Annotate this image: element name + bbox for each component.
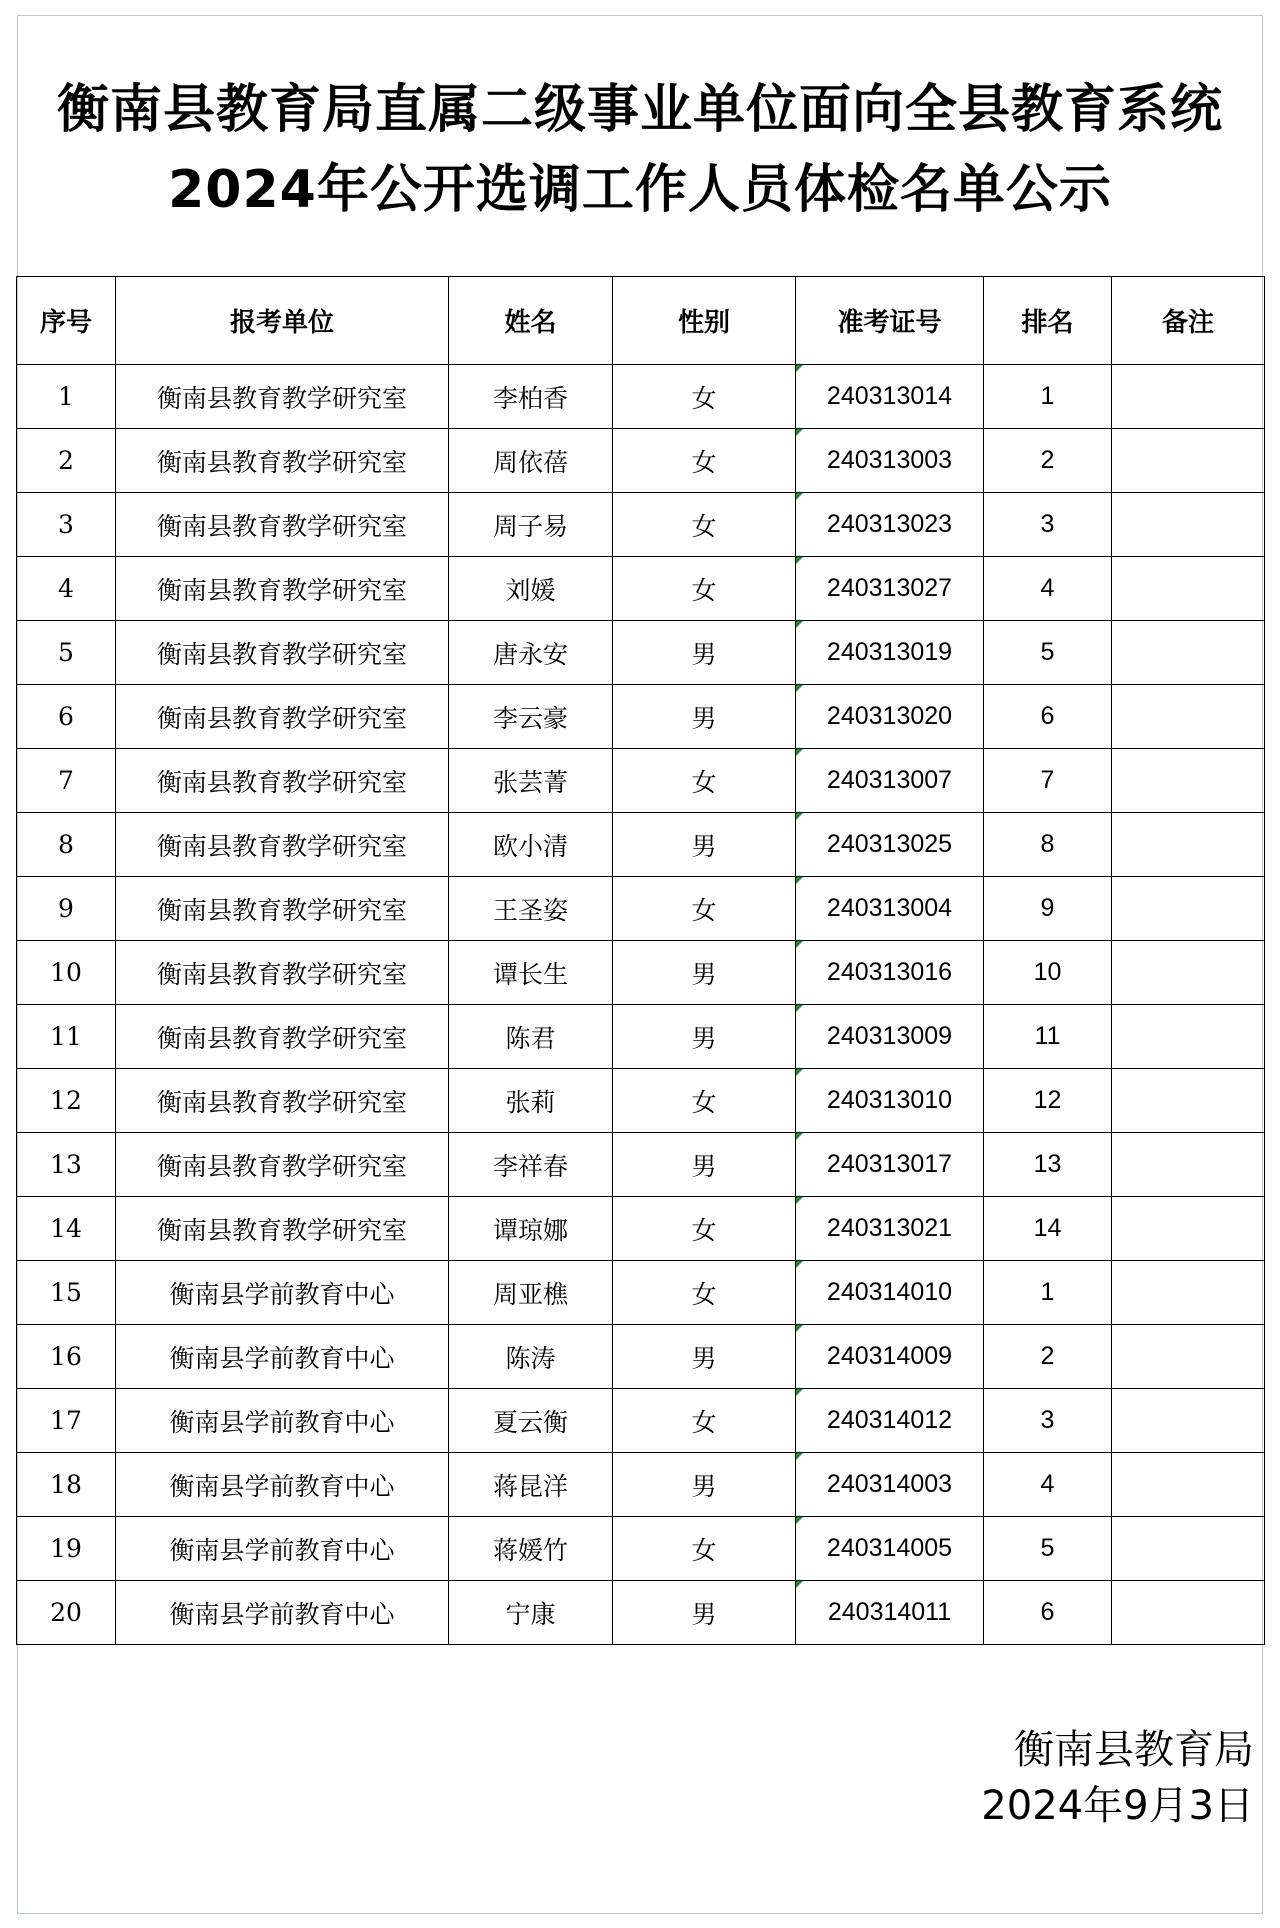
cell-rank: 12: [984, 1069, 1112, 1133]
table-row: [17, 1197, 1265, 1261]
header-remarks: 备注: [1112, 277, 1265, 365]
cell-unit: 衡南县学前教育中心: [116, 1453, 449, 1517]
cell-rank: 13: [984, 1133, 1112, 1197]
cell-gender: 男: [613, 1581, 796, 1645]
cell-remarks: [1112, 1389, 1265, 1453]
table-row: [17, 621, 1265, 685]
cell-unit: 衡南县学前教育中心: [116, 1325, 449, 1389]
header-rank: 排名: [984, 277, 1112, 365]
cell-unit: 衡南县教育教学研究室: [116, 685, 449, 749]
table-row: [17, 813, 1265, 877]
cell-unit: 衡南县教育教学研究室: [116, 493, 449, 557]
cell-gender: 女: [613, 557, 796, 621]
cell-serial: 10: [17, 941, 116, 1005]
cell-exam-number: 240314009: [796, 1325, 984, 1389]
header-gender: 性别: [613, 277, 796, 365]
cell-rank: 10: [984, 941, 1112, 1005]
cell-remarks: [1112, 877, 1265, 941]
cell-serial: 11: [17, 1005, 116, 1069]
cell-name: 欧小清: [449, 813, 613, 877]
table-row: [17, 1581, 1265, 1645]
cell-remarks: [1112, 685, 1265, 749]
cell-exam-number: 240313016: [796, 941, 984, 1005]
cell-name: 谭长生: [449, 941, 613, 1005]
cell-rank: 3: [984, 493, 1112, 557]
cell-serial: 13: [17, 1133, 116, 1197]
cell-unit: 衡南县学前教育中心: [116, 1581, 449, 1645]
cell-name: 周子易: [449, 493, 613, 557]
issue-date: 2024年9月3日: [981, 1783, 1254, 1829]
cell-gender: 女: [613, 429, 796, 493]
cell-serial: 1: [17, 365, 116, 429]
table-body: [17, 365, 1265, 1645]
cell-name: 刘媛: [449, 557, 613, 621]
cell-serial: 19: [17, 1517, 116, 1581]
cell-name: 蒋媛竹: [449, 1517, 613, 1581]
table-row: [17, 1325, 1265, 1389]
cell-name: 宁康: [449, 1581, 613, 1645]
cell-remarks: [1112, 1453, 1265, 1517]
cell-unit: 衡南县教育教学研究室: [116, 429, 449, 493]
cell-remarks: [1112, 1005, 1265, 1069]
table-row: [17, 1453, 1265, 1517]
table-row: [17, 1133, 1265, 1197]
cell-serial: 2: [17, 429, 116, 493]
cell-remarks: [1112, 365, 1265, 429]
cell-serial: 8: [17, 813, 116, 877]
cell-rank: 2: [984, 1325, 1112, 1389]
cell-gender: 男: [613, 621, 796, 685]
table-row: [17, 685, 1265, 749]
cell-unit: 衡南县教育教学研究室: [116, 621, 449, 685]
cell-gender: 女: [613, 877, 796, 941]
cell-exam-number: 240314012: [796, 1389, 984, 1453]
cell-serial: 17: [17, 1389, 116, 1453]
cell-remarks: [1112, 941, 1265, 1005]
cell-unit: 衡南县教育教学研究室: [116, 877, 449, 941]
header-exam-number: 准考证号: [796, 277, 984, 365]
cell-rank: 11: [984, 1005, 1112, 1069]
cell-serial: 14: [17, 1197, 116, 1261]
cell-rank: 5: [984, 621, 1112, 685]
footer: [981, 1722, 1254, 1834]
cell-unit: 衡南县教育教学研究室: [116, 557, 449, 621]
cell-exam-number: 240313007: [796, 749, 984, 813]
cell-unit: 衡南县教育教学研究室: [116, 1197, 449, 1261]
cell-remarks: [1112, 813, 1265, 877]
page-title: [0, 70, 1280, 230]
cell-name: 张芸菁: [449, 749, 613, 813]
cell-gender: 女: [613, 1389, 796, 1453]
header-unit: 报考单位: [116, 277, 449, 365]
cell-name: 蒋昆洋: [449, 1453, 613, 1517]
table-row: [17, 1517, 1265, 1581]
cell-unit: 衡南县教育教学研究室: [116, 1005, 449, 1069]
cell-name: 李云豪: [449, 685, 613, 749]
cell-exam-number: 240313010: [796, 1069, 984, 1133]
cell-remarks: [1112, 557, 1265, 621]
cell-gender: 女: [613, 1261, 796, 1325]
cell-gender: 男: [613, 1325, 796, 1389]
cell-remarks: [1112, 429, 1265, 493]
cell-serial: 4: [17, 557, 116, 621]
cell-remarks: [1112, 1133, 1265, 1197]
cell-remarks: [1112, 749, 1265, 813]
cell-serial: 6: [17, 685, 116, 749]
cell-gender: 男: [613, 813, 796, 877]
cell-unit: 衡南县学前教育中心: [116, 1389, 449, 1453]
issuer-name: 衡南县教育局: [1014, 1727, 1254, 1773]
cell-gender: 女: [613, 1517, 796, 1581]
cell-name: 谭琼娜: [449, 1197, 613, 1261]
cell-rank: 14: [984, 1197, 1112, 1261]
cell-rank: 7: [984, 749, 1112, 813]
cell-rank: 2: [984, 429, 1112, 493]
cell-serial: 3: [17, 493, 116, 557]
cell-gender: 女: [613, 493, 796, 557]
table-row: [17, 557, 1265, 621]
cell-name: 陈君: [449, 1005, 613, 1069]
table-row: [17, 365, 1265, 429]
cell-rank: 8: [984, 813, 1112, 877]
cell-gender: 男: [613, 1133, 796, 1197]
cell-unit: 衡南县教育教学研究室: [116, 1133, 449, 1197]
cell-gender: 女: [613, 1069, 796, 1133]
cell-unit: 衡南县学前教育中心: [116, 1517, 449, 1581]
cell-name: 张莉: [449, 1069, 613, 1133]
cell-serial: 20: [17, 1581, 116, 1645]
table-row: [17, 1005, 1265, 1069]
cell-remarks: [1112, 1069, 1265, 1133]
cell-name: 王圣姿: [449, 877, 613, 941]
table-row: [17, 941, 1265, 1005]
cell-serial: 18: [17, 1453, 116, 1517]
cell-exam-number: 240314010: [796, 1261, 984, 1325]
cell-serial: 12: [17, 1069, 116, 1133]
cell-exam-number: 240313014: [796, 365, 984, 429]
table-row: [17, 749, 1265, 813]
cell-exam-number: 240313004: [796, 877, 984, 941]
cell-rank: 4: [984, 557, 1112, 621]
cell-serial: 9: [17, 877, 116, 941]
cell-unit: 衡南县教育教学研究室: [116, 813, 449, 877]
title-line-2: 2024年公开选调工作人员体检名单公示: [168, 160, 1112, 220]
cell-serial: 5: [17, 621, 116, 685]
cell-rank: 1: [984, 1261, 1112, 1325]
header-name: 姓名: [449, 277, 613, 365]
cell-rank: 9: [984, 877, 1112, 941]
table-row: [17, 1389, 1265, 1453]
cell-gender: 男: [613, 1005, 796, 1069]
cell-unit: 衡南县学前教育中心: [116, 1261, 449, 1325]
cell-name: 李祥春: [449, 1133, 613, 1197]
cell-exam-number: 240314005: [796, 1517, 984, 1581]
title-line-1: 衡南县教育局直属二级事业单位面向全县教育系统: [56, 80, 1223, 140]
cell-exam-number: 240313017: [796, 1133, 984, 1197]
cell-remarks: [1112, 493, 1265, 557]
cell-gender: 男: [613, 941, 796, 1005]
cell-serial: 7: [17, 749, 116, 813]
cell-exam-number: 240314011: [796, 1581, 984, 1645]
cell-rank: 1: [984, 365, 1112, 429]
cell-gender: 女: [613, 749, 796, 813]
cell-rank: 4: [984, 1453, 1112, 1517]
cell-gender: 男: [613, 685, 796, 749]
cell-remarks: [1112, 1581, 1265, 1645]
cell-exam-number: 240313023: [796, 493, 984, 557]
cell-unit: 衡南县教育教学研究室: [116, 941, 449, 1005]
table-row: [17, 877, 1265, 941]
cell-rank: 6: [984, 685, 1112, 749]
cell-exam-number: 240313020: [796, 685, 984, 749]
cell-name: 周亚樵: [449, 1261, 613, 1325]
table-header-row: [17, 277, 1265, 365]
cell-name: 夏云衡: [449, 1389, 613, 1453]
cell-exam-number: 240313019: [796, 621, 984, 685]
cell-name: 李柏香: [449, 365, 613, 429]
cell-exam-number: 240313009: [796, 1005, 984, 1069]
cell-name: 陈涛: [449, 1325, 613, 1389]
cell-rank: 5: [984, 1517, 1112, 1581]
cell-gender: 女: [613, 365, 796, 429]
cell-remarks: [1112, 1517, 1265, 1581]
cell-unit: 衡南县教育教学研究室: [116, 365, 449, 429]
table-row: [17, 1069, 1265, 1133]
cell-exam-number: 240313021: [796, 1197, 984, 1261]
cell-unit: 衡南县教育教学研究室: [116, 1069, 449, 1133]
cell-exam-number: 240313025: [796, 813, 984, 877]
cell-serial: 15: [17, 1261, 116, 1325]
cell-rank: 6: [984, 1581, 1112, 1645]
table-row: [17, 493, 1265, 557]
cell-remarks: [1112, 1325, 1265, 1389]
cell-unit: 衡南县教育教学研究室: [116, 749, 449, 813]
cell-name: 周依蓓: [449, 429, 613, 493]
table-row: [17, 429, 1265, 493]
cell-serial: 16: [17, 1325, 116, 1389]
cell-exam-number: 240313027: [796, 557, 984, 621]
cell-exam-number: 240314003: [796, 1453, 984, 1517]
cell-remarks: [1112, 1261, 1265, 1325]
table-row: [17, 1261, 1265, 1325]
cell-remarks: [1112, 621, 1265, 685]
roster-table: [16, 276, 1265, 1645]
cell-gender: 女: [613, 1197, 796, 1261]
cell-gender: 男: [613, 1453, 796, 1517]
cell-exam-number: 240313003: [796, 429, 984, 493]
cell-remarks: [1112, 1197, 1265, 1261]
cell-name: 唐永安: [449, 621, 613, 685]
header-serial: 序号: [17, 277, 116, 365]
cell-rank: 3: [984, 1389, 1112, 1453]
